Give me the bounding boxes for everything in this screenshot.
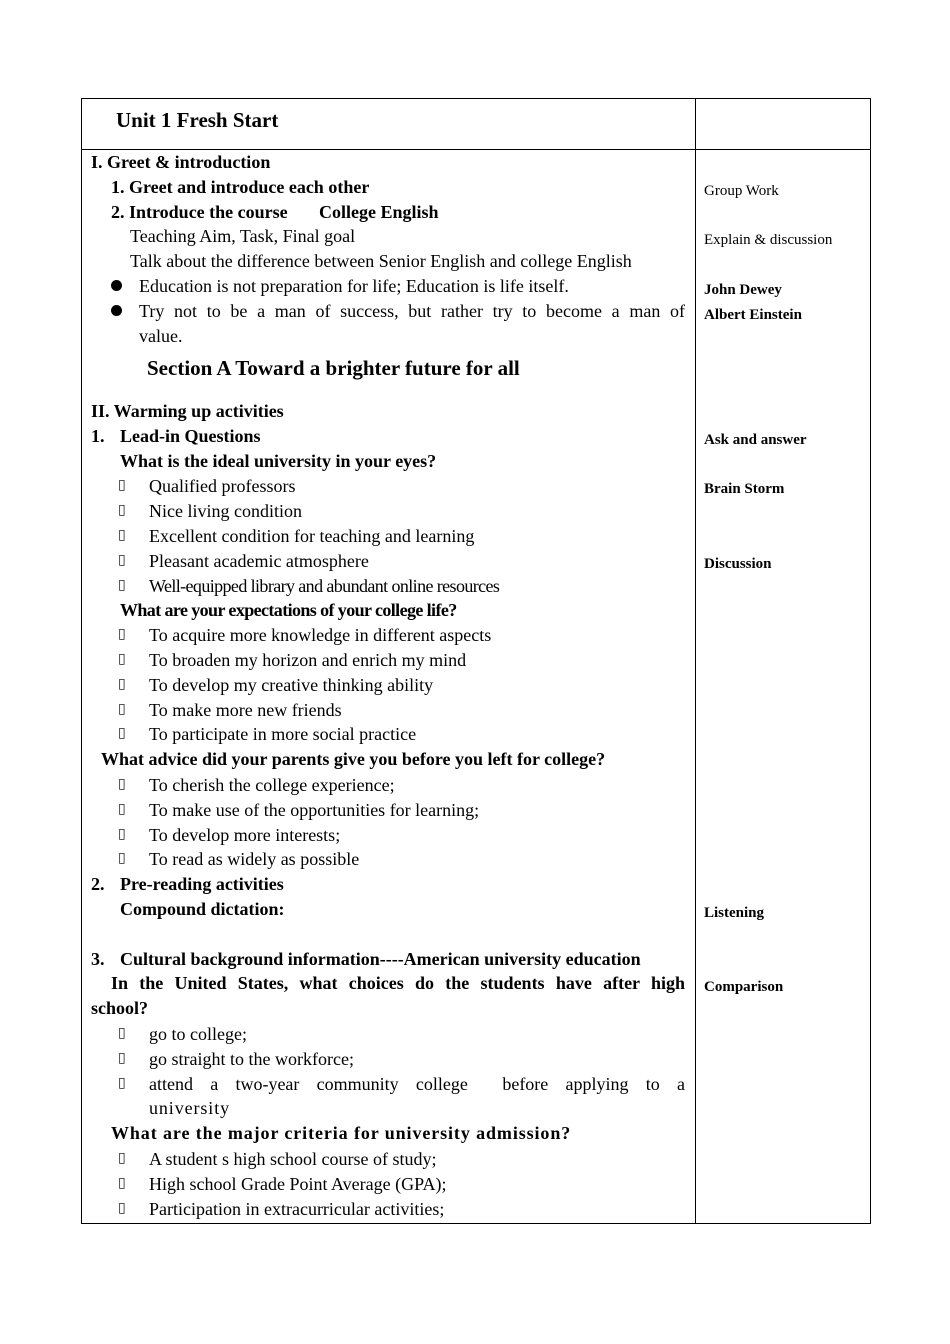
q3-number: 3. bbox=[91, 949, 105, 969]
question-choices-line1: In the United States, what choices do the students have after high bbox=[111, 973, 685, 993]
list-item: go to college; bbox=[149, 1024, 247, 1044]
checkbox-icon: ▯ bbox=[118, 827, 126, 842]
list-item: Nice living condition bbox=[149, 501, 302, 521]
column-divider bbox=[695, 99, 696, 1223]
note-brain-storm: Brain Storm bbox=[704, 481, 785, 497]
list-item-continuation: university bbox=[149, 1098, 230, 1118]
bullet-dot-icon bbox=[111, 305, 122, 316]
q1-number: 1. bbox=[91, 426, 105, 446]
bullet-dot-icon bbox=[111, 280, 122, 291]
checkbox-icon: ▯ bbox=[118, 702, 126, 717]
list-item: To acquire more knowledge in different aspects bbox=[149, 625, 492, 645]
checkbox-icon: ▯ bbox=[118, 528, 126, 543]
compound-dictation: Compound dictation: bbox=[120, 899, 285, 919]
part2-heading: II. Warming up activities bbox=[91, 401, 284, 421]
note-explain: Explain & discussion bbox=[704, 232, 833, 248]
header-divider bbox=[82, 149, 870, 150]
note-comparison: Comparison bbox=[704, 979, 784, 995]
q2-title: Pre-reading activities bbox=[120, 874, 284, 894]
note-ask-answer: Ask and answer bbox=[704, 432, 807, 448]
part1-course-name: College English bbox=[319, 202, 439, 222]
note-listening: Listening bbox=[704, 905, 765, 921]
question-expectations: What are your expectations of your college life? bbox=[120, 600, 457, 620]
checkbox-icon: ▯ bbox=[118, 1151, 126, 1166]
checkbox-icon: ▯ bbox=[118, 1076, 126, 1091]
part1-item2: 2. Introduce the course bbox=[111, 202, 288, 222]
list-item: To make more new friends bbox=[149, 700, 342, 720]
quote-einstein-line1: Try not to be a man of success, but rather try to become a man of bbox=[139, 301, 685, 321]
checkbox-icon: ▯ bbox=[118, 726, 126, 741]
note-dewey: John Dewey bbox=[704, 282, 782, 298]
q1-title: Lead-in Questions bbox=[120, 426, 261, 446]
list-item: go straight to the workforce; bbox=[149, 1049, 354, 1069]
list-item: To develop my creative thinking ability bbox=[149, 675, 434, 695]
checkbox-icon: ▯ bbox=[118, 1201, 126, 1216]
question-ideal-university: What is the ideal university in your eyes? bbox=[120, 451, 437, 471]
checkbox-icon: ▯ bbox=[118, 1051, 126, 1066]
note-discussion: Discussion bbox=[704, 556, 772, 572]
note-einstein: Albert Einstein bbox=[704, 307, 802, 323]
list-item: To develop more interests; bbox=[149, 825, 341, 845]
list-item: A student s high school course of study; bbox=[149, 1149, 437, 1169]
checkbox-icon: ▯ bbox=[118, 627, 126, 642]
checkbox-icon: ▯ bbox=[118, 777, 126, 792]
list-item: To broaden my horizon and enrich my mind bbox=[149, 650, 467, 670]
checkbox-icon: ▯ bbox=[118, 503, 126, 518]
list-item: Well-equipped library and abundant online resources bbox=[149, 576, 500, 596]
question-choices-line2: school? bbox=[91, 998, 149, 1018]
q3-title: Cultural background information----American university education bbox=[120, 949, 641, 969]
list-item: To read as widely as possible bbox=[149, 849, 360, 869]
checkbox-icon: ▯ bbox=[118, 1176, 126, 1191]
list-item: Pleasant academic atmosphere bbox=[149, 551, 369, 571]
list-item: High school Grade Point Average (GPA); bbox=[149, 1174, 447, 1194]
list-item: To cherish the college experience; bbox=[149, 775, 395, 795]
section-title: Section A Toward a brighter future for all bbox=[147, 356, 520, 380]
question-parents-advice: What advice did your parents give you before you left for college? bbox=[101, 749, 606, 769]
teaching-aim-line: Teaching Aim, Task, Final goal bbox=[130, 226, 356, 246]
quote-dewey: Education is not preparation for life; Education is life itself. bbox=[139, 276, 569, 296]
checkbox-icon: ▯ bbox=[118, 553, 126, 568]
checkbox-icon: ▯ bbox=[118, 802, 126, 817]
checkbox-icon: ▯ bbox=[118, 851, 126, 866]
list-item: To participate in more social practice bbox=[149, 724, 417, 744]
list-item: To make use of the opportunities for learning; bbox=[149, 800, 480, 820]
difference-line: Talk about the difference between Senior English and college English bbox=[130, 251, 632, 271]
checkbox-icon: ▯ bbox=[118, 1026, 126, 1041]
note-group-work: Group Work bbox=[704, 183, 779, 199]
unit-title: Unit 1 Fresh Start bbox=[116, 108, 279, 132]
checkbox-icon: ▯ bbox=[118, 677, 126, 692]
list-item: Excellent condition for teaching and learning bbox=[149, 526, 475, 546]
q2-number: 2. bbox=[91, 874, 105, 894]
question-criteria: What are the major criteria for university admission? bbox=[111, 1123, 572, 1143]
part1-heading: I. Greet & introduction bbox=[91, 152, 271, 172]
list-item: Qualified professors bbox=[149, 476, 296, 496]
list-item: attend a two-year community college before applying to a bbox=[149, 1074, 685, 1094]
list-item: Participation in extracurricular activities; bbox=[149, 1199, 445, 1219]
part1-item1: 1. Greet and introduce each other bbox=[111, 177, 370, 197]
checkbox-icon: ▯ bbox=[118, 478, 126, 493]
quote-einstein-line2: value. bbox=[139, 326, 183, 346]
checkbox-icon: ▯ bbox=[118, 578, 126, 593]
checkbox-icon: ▯ bbox=[118, 652, 126, 667]
